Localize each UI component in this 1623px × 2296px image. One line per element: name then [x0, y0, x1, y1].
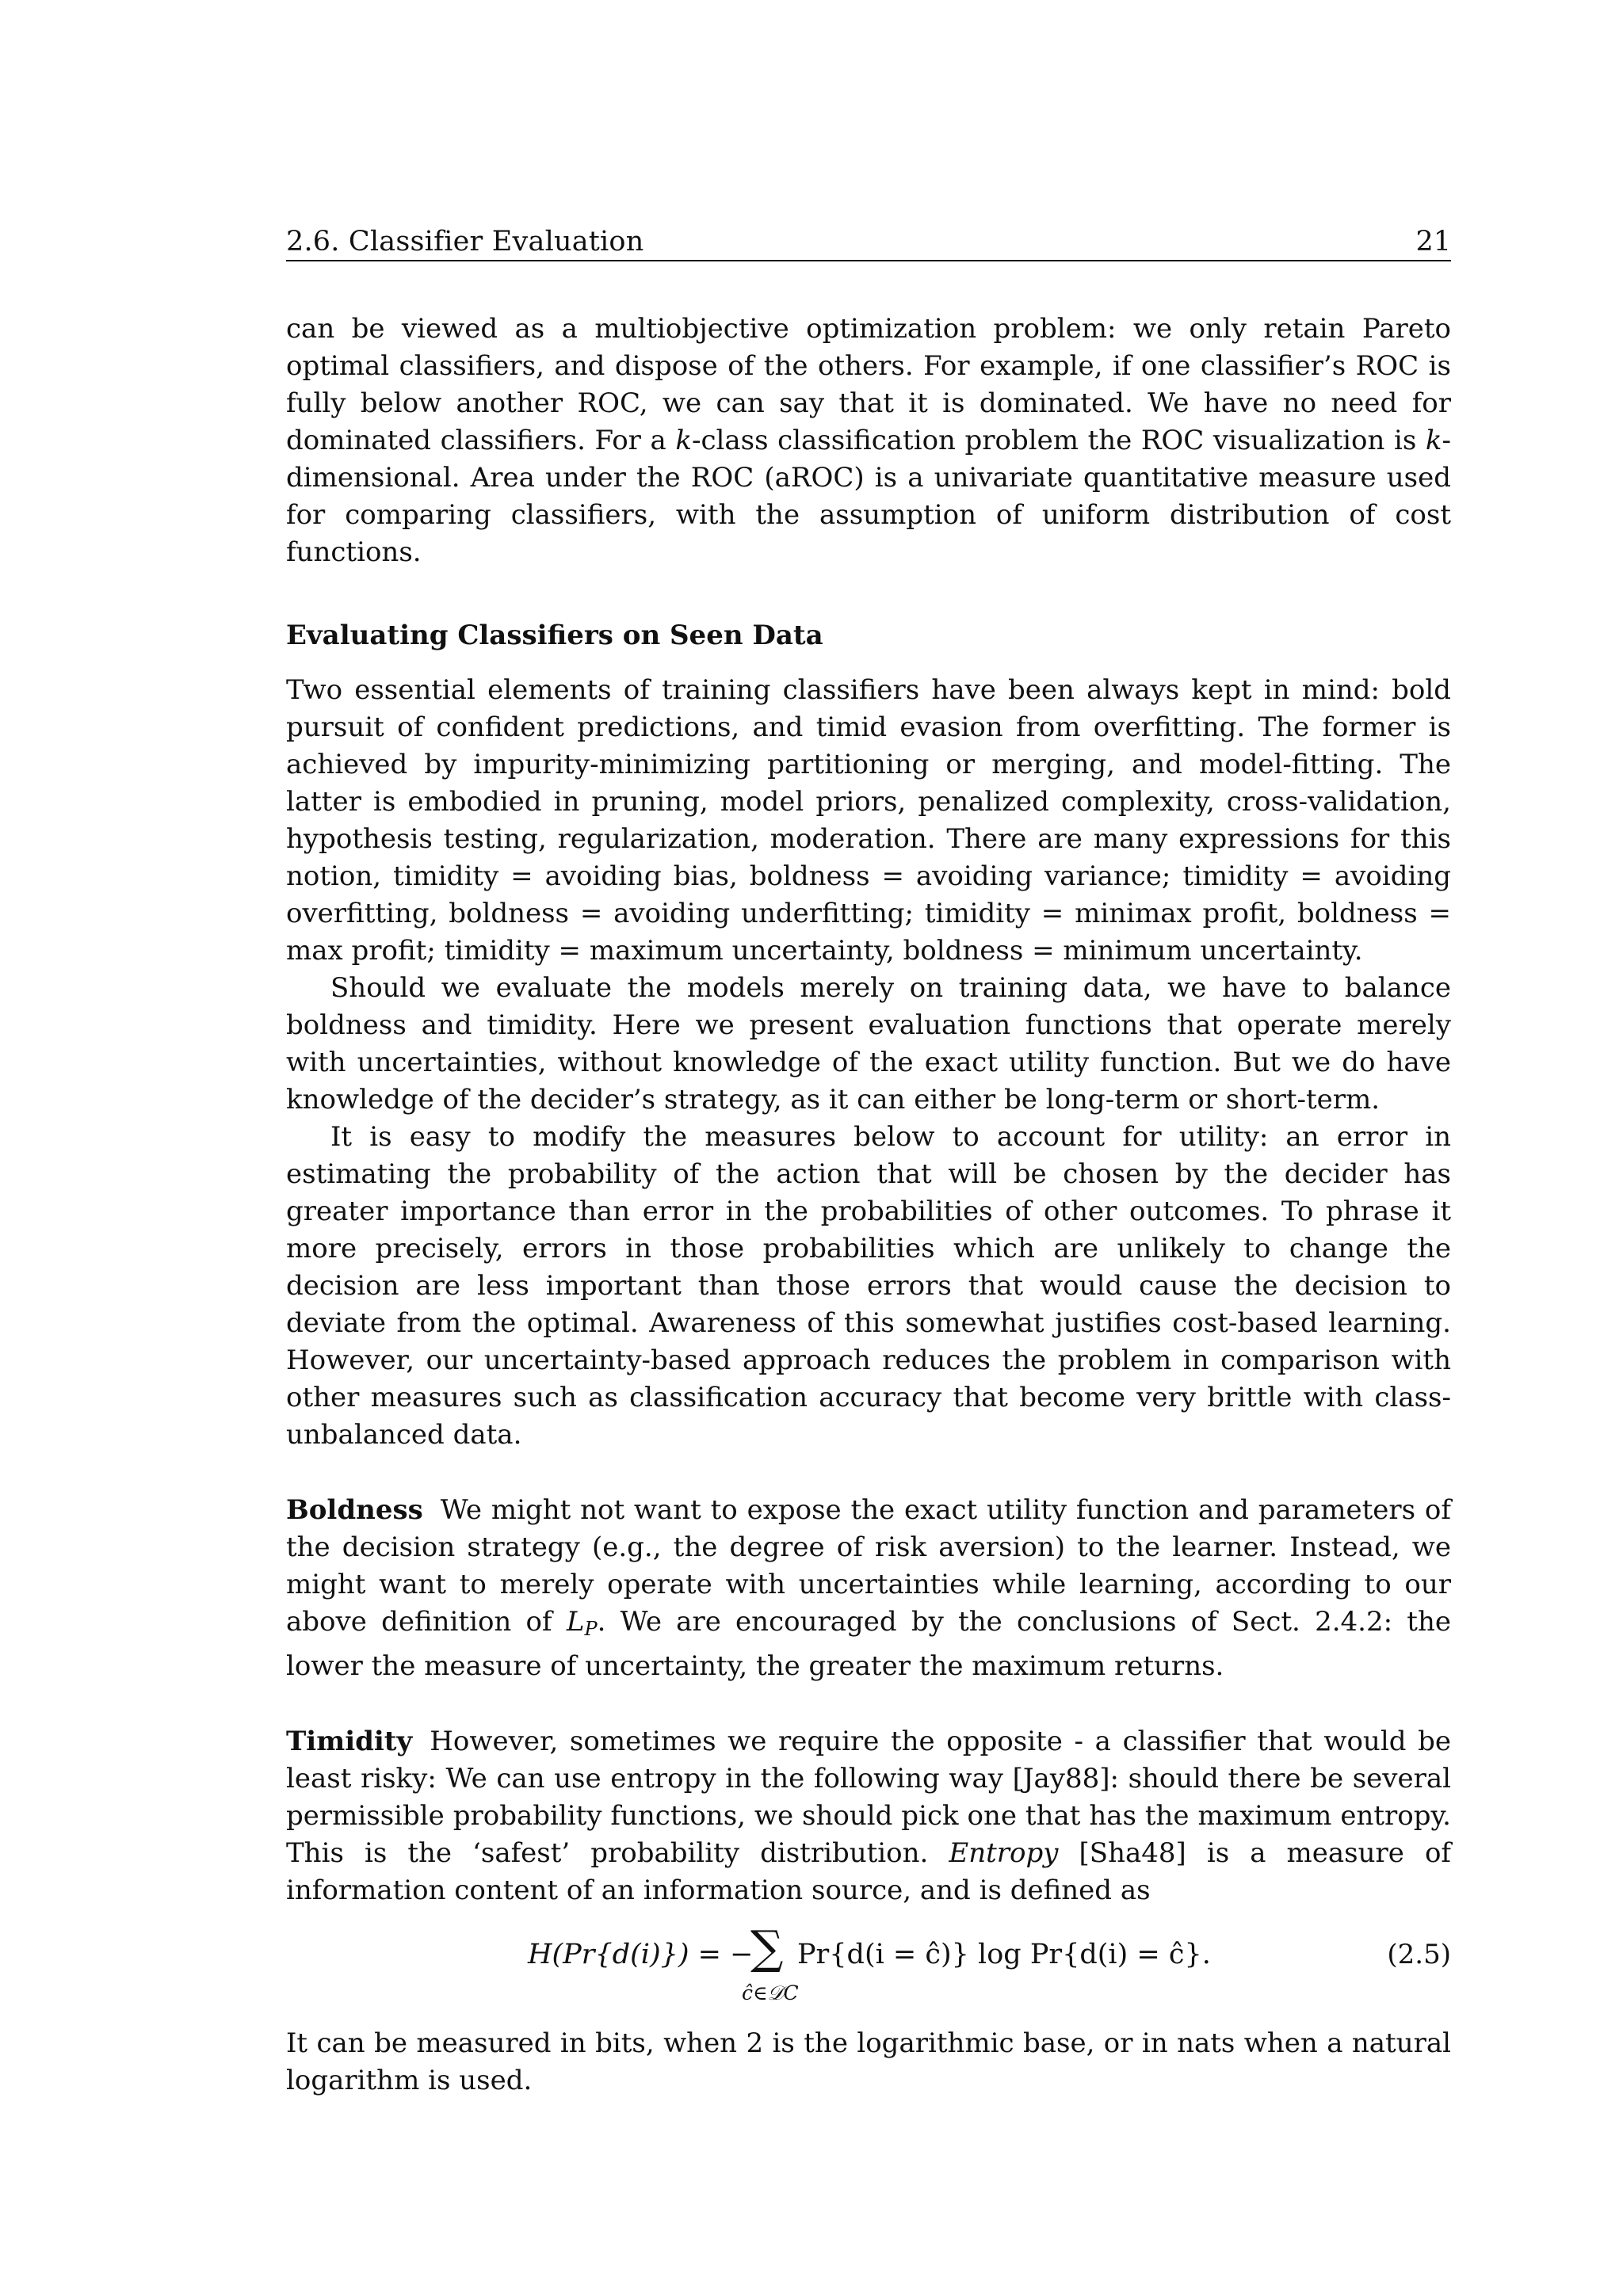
timidity-text-2: [Sha48] is a measure of information content of an information source, and is defined as [286, 1837, 1451, 1906]
intro-text-1: can be viewed as a multiobjective optimization problem: we only retain Pareto optimal classifiers, and dispose of the others. For example, if one classifier’s ROC is fully below another ROC, we can say that it is dominated. We have no need for dominated classifiers. For a [286, 313, 1451, 456]
paragraph-utility: It is easy to modify the measures below to account for utility: an error in estimating the probability of the action that will be chosen by the decider has greater importance than error in the probabilities of other outcomes. To phrase it more precisely, errors in those probabilities which are unlikely to change the decision are less important than those errors that would cause the decision to deviate from the optimal. Awareness of this somewhat justifies cost-based learning. However, our uncertainty-based approach reduces the problem in comparison with other measures such as classification accuracy that become very brittle with class-unbalanced data. [286, 1121, 1451, 1451]
intro-text-2: -class classification problem the ROC visualization is [691, 425, 1426, 456]
page-content [286, 223, 1451, 2100]
math-k: k [1425, 425, 1442, 456]
page-number: 21 [1415, 226, 1451, 257]
equation-body [528, 1920, 1241, 2009]
timidity-text-1: However, sometimes we require the opposite - a classifier that would be least risky: We can use entropy in the following way [Jay88]: should there be several permissible probability functions, we should pick one that has the maximum entropy. This is the ‘safest’ probability distribution. [286, 1726, 1451, 1869]
boldness-paragraph [286, 1492, 1451, 1685]
equation-number: (2.5) [1387, 1939, 1451, 1970]
running-header [286, 223, 1451, 261]
entropy-term: Entropy [949, 1837, 1059, 1869]
boldness-text-2: . We are encouraged by the conclusions of Sect. 2.4.2: the lower the measure of uncertainty, the greater the maximum returns. [286, 1606, 1451, 1682]
timidity-paragraph [286, 1723, 1451, 1909]
equation-2-5 [286, 1920, 1451, 2009]
intro-paragraph [286, 311, 1451, 571]
boldness-text-1: We might not want to expose the exact utility function and parameters of the decision strategy (e.g., the degree of risk aversion) to the learner. Instead, we might want to merely operate with uncertainties while learning, according to our above definition of [286, 1494, 1451, 1638]
boldness-heading: Boldness [286, 1494, 423, 1526]
math-subscript-P: P [584, 1618, 598, 1640]
section-title: 2.6. Classifier Evaluation [286, 226, 644, 257]
paragraph-essential-elements: Two essential elements of training classifiers have been always kept in mind: bold pursuit of confident predictions, and timid evasion from overfitting. The former is achieved by impurity-minimizing partitioning or merging, and model-fitting. The latter is embodied in pruning, model priors, penalized complexity, cross-validation, hypothesis testing, regularization, moderation. There are many expressions for this notion, timidity = avoiding bias, boldness = avoiding variance; timidity = avoiding overfitting, boldness = avoiding underfitting; timidity = minimax profit, boldness = max profit; timidity = maximum uncertainty, boldness = minimum uncertainty. [286, 674, 1451, 967]
math-k: k [675, 425, 692, 456]
final-paragraph: It can be measured in bits, when 2 is the logarithmic base, or in nats when a natural logarithm is used. [286, 2027, 1451, 2096]
section-heading: Evaluating Classifiers on Seen Data [286, 620, 823, 651]
equation-rhs: Pr{d(i = ĉ)} log Pr{d(i) = ĉ}. [797, 1939, 1211, 1970]
summation-symbol: ∑ [750, 1920, 784, 1974]
paragraph-training-data: Should we evaluate the models merely on training data, we have to balance boldness and timidity. Here we present evaluation functions that operate merely with uncertainties, without knowledge of the exact utility function. But we do have knowledge of the decider’s strategy, as it can either be long-term or short-term. [286, 972, 1451, 1116]
summation-subscript: ĉ∈𝒟C [742, 1981, 799, 2004]
intro-text-3: -dimensional. Area under the ROC (aROC) is a univariate quantitative measure used for comparing classifiers, with the assumption of uniform distribution of cost functions. [286, 425, 1451, 568]
timidity-heading: Timidity [286, 1726, 413, 1757]
equation-lhs: H(Pr{d(i)}) = − [528, 1939, 754, 1970]
math-L: L [566, 1606, 585, 1638]
